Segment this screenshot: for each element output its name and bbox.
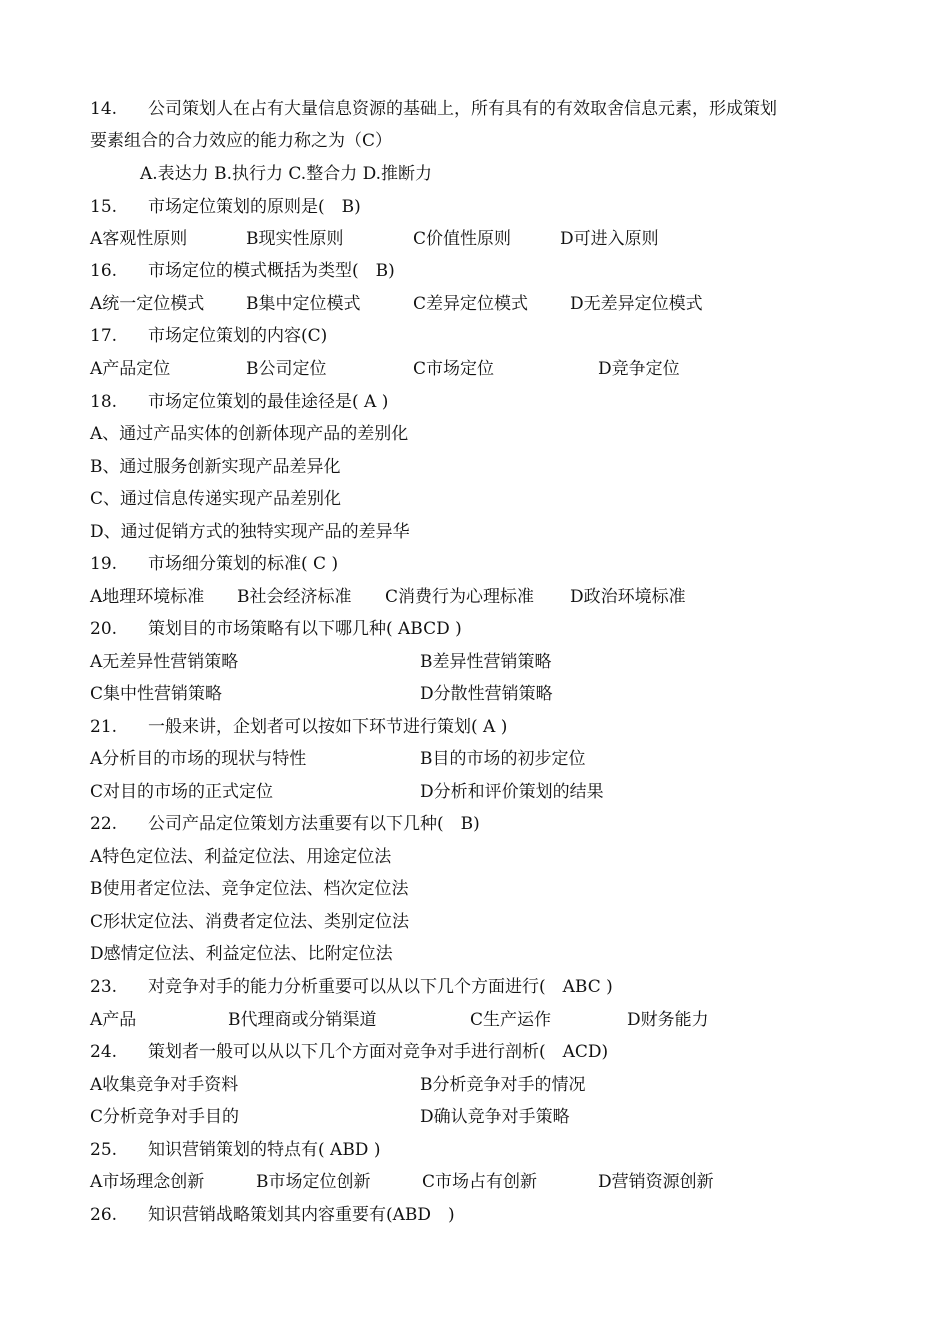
- options-row: [0, 485, 950, 513]
- option-a: A特色定位法、利益定位法、用途定位法: [90, 847, 392, 867]
- option-c: C分析竞争对手目的: [90, 1107, 240, 1127]
- question-stem: 市场细分策划的标准( C ): [148, 554, 339, 574]
- options-row: [0, 290, 950, 318]
- question-stem: 对竞争对手的能力分析重要可以从以下几个方面进行( ABC ): [148, 977, 613, 997]
- question-number: 20.: [90, 619, 118, 639]
- option-c: C价值性原则: [413, 229, 512, 249]
- question-15: [0, 193, 950, 221]
- option-d: D无差异定位模式: [570, 294, 703, 314]
- option-b: B市场定位创新: [256, 1172, 371, 1192]
- option-a: A地理环境标准: [90, 587, 205, 607]
- question-number: 24.: [90, 1042, 118, 1062]
- question-16: [0, 257, 950, 285]
- options-row: [0, 1103, 950, 1131]
- options-row: [0, 420, 950, 448]
- option-c: C差异定位模式: [413, 294, 529, 314]
- option-d: D确认竞争对手策略: [420, 1107, 570, 1127]
- option-c: C消费行为心理标准: [385, 587, 535, 607]
- options-row: [0, 875, 950, 903]
- question-number: 17.: [90, 326, 118, 346]
- question-stem: 策划者一般可以从以下几个方面对竞争对手进行剖析( ACD): [148, 1042, 609, 1062]
- option-b: B差异性营销策略: [420, 652, 552, 672]
- question-stem: 市场定位策划的最佳途径是( A ): [148, 392, 389, 412]
- option-b: B集中定位模式: [246, 294, 361, 314]
- question-number: 22.: [90, 814, 118, 834]
- options-row: [0, 908, 950, 936]
- question-stem: 市场定位策划的内容(C): [148, 326, 328, 346]
- question-24: [0, 1038, 950, 1066]
- question-stem: 知识营销策划的特点有( ABD ): [148, 1140, 381, 1160]
- option-b: B分析竞争对手的情况: [420, 1075, 586, 1095]
- question-stem: 市场定位的模式概括为类型( B): [148, 261, 395, 281]
- option-a: A市场理念创新: [90, 1172, 205, 1192]
- options-row: [0, 778, 950, 806]
- option-a: A、通过产品实体的创新体现产品的差别化: [90, 424, 409, 444]
- option-b: B使用者定位法、竞争定位法、档次定位法: [90, 879, 409, 899]
- option-b: B社会经济标准: [237, 587, 352, 607]
- option-c: C生产运作: [470, 1010, 552, 1030]
- option-c: C市场占有创新: [422, 1172, 538, 1192]
- option-b: B目的市场的初步定位: [420, 749, 586, 769]
- question-stem: 公司策划人在占有大量信息资源的基础上，所有具有的有效取舍信息元素，形成策划: [148, 99, 777, 119]
- question-stem: 知识营销战略策划其内容重要有(ABD ): [148, 1205, 455, 1225]
- option-c: C市场定位: [413, 359, 495, 379]
- question-26: [0, 1201, 950, 1229]
- options-row: [0, 940, 950, 968]
- question-stem-cont: 要素组合的合力效应的能力称之为（C）: [90, 131, 393, 151]
- options-row: [0, 1006, 950, 1034]
- option-a: A收集竞争对手资料: [90, 1075, 239, 1095]
- question-stem: 一般来讲，企划者可以按如下环节进行策划( A ): [148, 717, 508, 737]
- option-a: A统一定位模式: [90, 294, 205, 314]
- options-row: [0, 680, 950, 708]
- option-d: D、通过促销方式的独特实现产品的差异华: [90, 522, 410, 542]
- option-c: C形状定位法、消费者定位法、类别定位法: [90, 912, 410, 932]
- options-row: [0, 160, 950, 188]
- options-row: [0, 648, 950, 676]
- option-b: B、通过服务创新实现产品差异化: [90, 457, 341, 477]
- option-a: A分析目的市场的现状与特性: [90, 749, 307, 769]
- options-row: [0, 843, 950, 871]
- question-stem-continuation: [0, 127, 950, 155]
- question-14: [0, 95, 950, 123]
- question-25: [0, 1136, 950, 1164]
- option-a: A产品定位: [90, 359, 171, 379]
- question-number: 14.: [90, 99, 118, 119]
- question-19: [0, 550, 950, 578]
- option-b: B公司定位: [246, 359, 327, 379]
- options-row: [0, 355, 950, 383]
- option-a: A客观性原则: [90, 229, 188, 249]
- option: A.表达力 B.执行力 C.整合力 D.推断力: [140, 164, 433, 184]
- options-row: [0, 453, 950, 481]
- question-number: 25.: [90, 1140, 118, 1160]
- question-number: 18.: [90, 392, 118, 412]
- option-c: C集中性营销策略: [90, 684, 223, 704]
- question-stem: 策划目的市场策略有以下哪几种( ABCD ): [148, 619, 462, 639]
- option-d: D政治环境标准: [570, 587, 686, 607]
- question-stem: 市场定位策划的原则是( B): [148, 197, 361, 217]
- options-row: [0, 518, 950, 546]
- option-a: A无差异性营销策略: [90, 652, 239, 672]
- question-22: [0, 810, 950, 838]
- option-b: B现实性原则: [246, 229, 344, 249]
- option-d: D分散性营销策略: [420, 684, 553, 704]
- options-row: [0, 1168, 950, 1196]
- question-number: 15.: [90, 197, 118, 217]
- question-17: [0, 322, 950, 350]
- options-row: [0, 745, 950, 773]
- option-d: D分析和评价策划的结果: [420, 782, 604, 802]
- option-d: D营销资源创新: [598, 1172, 714, 1192]
- question-number: 23.: [90, 977, 118, 997]
- question-stem: 公司产品定位策划方法重要有以下几种( B): [148, 814, 480, 834]
- options-row: [0, 1071, 950, 1099]
- question-number: 19.: [90, 554, 118, 574]
- option-c: C对目的市场的正式定位: [90, 782, 274, 802]
- options-row: [0, 583, 950, 611]
- option-d: D竞争定位: [598, 359, 680, 379]
- option-d: D可进入原则: [560, 229, 659, 249]
- option-d: D感情定位法、利益定位法、比附定位法: [90, 944, 393, 964]
- option-c: C、通过信息传递实现产品差别化: [90, 489, 342, 509]
- question-number: 26.: [90, 1205, 118, 1225]
- options-row: [0, 225, 950, 253]
- question-number: 16.: [90, 261, 118, 281]
- question-23: [0, 973, 950, 1001]
- question-18: [0, 388, 950, 416]
- question-number: 21.: [90, 717, 118, 737]
- option-b: B代理商或分销渠道: [228, 1010, 377, 1030]
- option-d: D财务能力: [627, 1010, 709, 1030]
- question-20: [0, 615, 950, 643]
- question-21: [0, 713, 950, 741]
- option-a: A产品: [90, 1010, 137, 1030]
